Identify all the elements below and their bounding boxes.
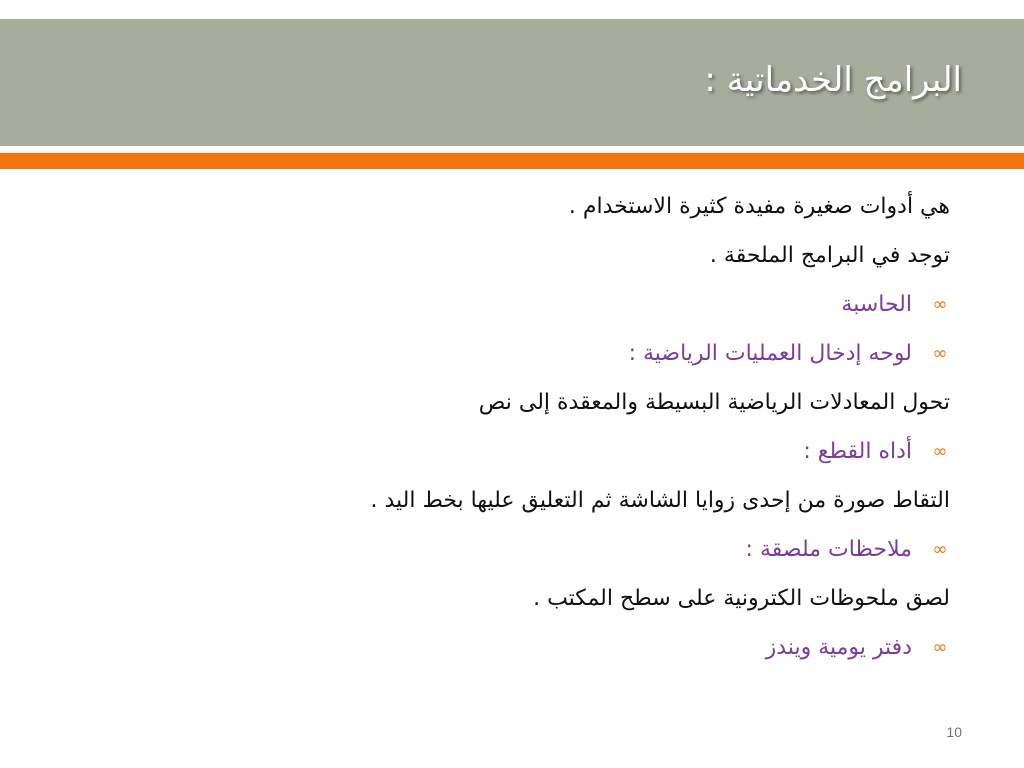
body-line-text: لصق ملحوظات الكترونية على سطح المكتب .: [533, 586, 950, 611]
bullet-icon: ∞: [932, 637, 948, 658]
bullet-item-text: الحاسبة: [841, 292, 912, 317]
bullet-item: [190, 427, 950, 476]
bullet-icon: ∞: [932, 294, 948, 315]
body-line-text: توجد في البرامج الملحقة .: [709, 243, 950, 268]
bullet-item-text: دفتر يومية ويندز: [765, 635, 912, 660]
body-line: [190, 378, 950, 427]
bullet-item-text: ملاحظات ملصقة :: [745, 537, 912, 562]
bullet-item: [190, 280, 950, 329]
body-line: [190, 182, 950, 231]
body-line: [190, 574, 950, 623]
bullet-item: [190, 623, 950, 672]
bullet-item: [190, 525, 950, 574]
body-line: [190, 231, 950, 280]
slide-title: البرامج الخدماتية :: [704, 60, 962, 100]
bullet-icon: ∞: [932, 539, 948, 560]
page-number: 10: [946, 724, 962, 740]
body-line-text: التقاط صورة من إحدى زوايا الشاشة ثم التعليق عليها بخط اليد .: [370, 488, 950, 513]
bullet-icon: ∞: [932, 343, 948, 364]
slide-body: [190, 182, 950, 672]
body-line-text: هي أدوات صغيرة مفيدة كثيرة الاستخدام .: [568, 194, 950, 219]
bullet-icon: ∞: [932, 441, 948, 462]
accent-bar: [0, 153, 1024, 169]
bullet-item: [190, 329, 950, 378]
body-line: [190, 476, 950, 525]
body-line-text: تحول المعادلات الرياضية البسيطة والمعقدة إلى نص: [478, 390, 950, 415]
bullet-item-text: لوحه إدخال العمليات الرياضية :: [628, 341, 912, 366]
bullet-item-text: أداه القطع :: [803, 439, 912, 464]
